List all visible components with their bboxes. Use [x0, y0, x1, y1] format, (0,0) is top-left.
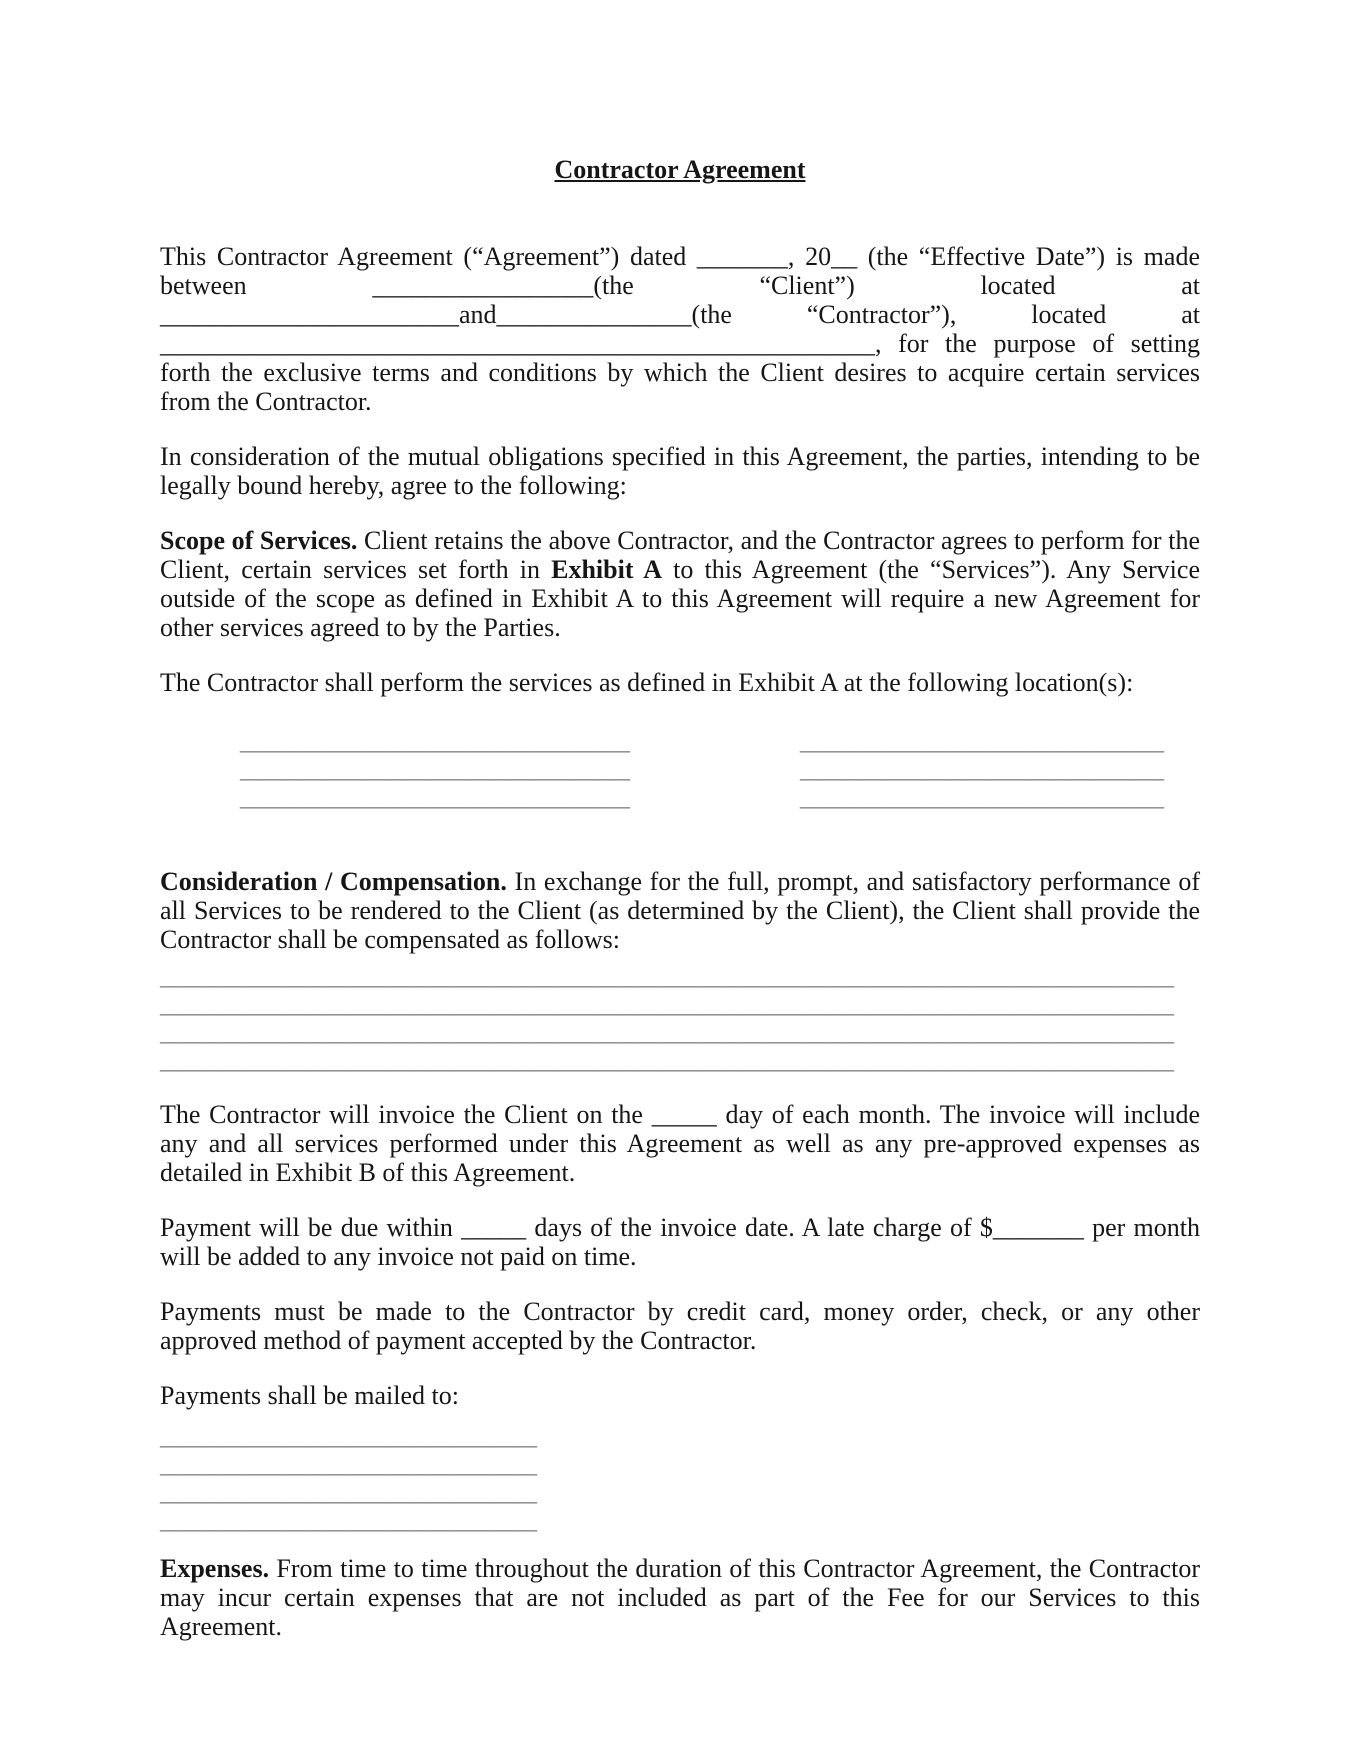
compensation-heading: Consideration / Compensation. — [160, 867, 507, 896]
mailing-blank-line-3: _____________________________ — [160, 1477, 537, 1506]
location-blank-lines — [160, 727, 1200, 811]
location-blank-right-2: ____________________________ — [800, 754, 1164, 783]
payment-method-paragraph: Payments must be made to the Contractor by credit card, money order, check, or any other approved method of payment accepted by the Contractor. — [160, 1297, 1200, 1355]
expenses-body: From time to time throughout the duration of this Contractor Agreement, the Contractor may incur certain expenses that are not included as part of the Fee for our Services to this Agreement. — [160, 1554, 1200, 1641]
payment-due-paragraph: Payment will be due within _____ days of the invoice date. A late charge of $_______ per month will be added to any invoice not paid on time. — [160, 1213, 1200, 1271]
intro-paragraph: This Contractor Agreement (“Agreement”) dated _______, 20__ (the “Effective Date”) is made between _________________(the “Client”) located at _______________________and_______________(the “Contractor”), located at _______________________________________________________, for the purpose of setting forth the exclusive terms and conditions by which the Client desires to acquire certain services from the Contractor. — [160, 242, 1200, 416]
compensation-blank-line-2: ______________________________________________________________________________ — [160, 989, 1174, 1018]
mailing-blank-line-2: _____________________________ — [160, 1449, 537, 1478]
scope-body-2: to this Agreement (the “Services”). Any Service outside of the scope as defined in Exhibit A to this Agreement will require a new Agreement for other services agreed to by the Parties. — [160, 555, 1200, 642]
compensation-blank-line-1: ______________________________________________________________________________ — [160, 961, 1174, 990]
location-blank-row — [160, 783, 1200, 811]
scope-of-services-heading: Scope of Services. — [160, 526, 358, 555]
mutual-obligations-paragraph: In consideration of the mutual obligations specified in this Agreement, the parties, intending to be legally bound hereby, agree to the following: — [160, 442, 1200, 500]
compensation-paragraph — [160, 867, 1200, 954]
location-blank-row — [160, 727, 1200, 755]
compensation-blank-line-3: ______________________________________________________________________________ — [160, 1017, 1174, 1046]
location-blank-row — [160, 755, 1200, 783]
invoice-paragraph: The Contractor will invoice the Client on the _____ day of each month. The invoice will include any and all services performed under this Agreement as well as any pre-approved expenses as detailed in Exhibit B of this Agreement. — [160, 1100, 1200, 1187]
compensation-body: In exchange for the full, prompt, and satisfactory performance of all Services to be rendered to the Client (as determined by the Client), the Client shall provide the Contractor shall be compensated as follows: — [160, 867, 1200, 954]
exhibit-a-reference: Exhibit A — [551, 555, 662, 584]
location-blank-left-1: ______________________________ — [240, 726, 630, 755]
location-blank-left-3: ______________________________ — [240, 782, 630, 811]
locations-intro-paragraph: The Contractor shall perform the services as defined in Exhibit A at the following location(s): — [160, 668, 1134, 697]
location-blank-right-3: ____________________________ — [800, 782, 1164, 811]
mailing-blank-lines — [160, 1422, 1200, 1534]
document-title: Contractor Agreement — [554, 155, 806, 184]
location-blank-right-1: ____________________________ — [800, 726, 1164, 755]
location-blank-left-2: ______________________________ — [240, 754, 630, 783]
mailing-blank-line-4: _____________________________ — [160, 1505, 537, 1534]
scope-of-services-paragraph — [160, 526, 1200, 642]
expenses-paragraph — [160, 1554, 1200, 1641]
compensation-blank-lines — [160, 962, 1200, 1074]
compensation-blank-line-4: ______________________________________________________________________________ — [160, 1045, 1174, 1074]
scope-body-1: Client retains the above Contractor, and the Contractor agrees to perform for the Client, certain services set forth in — [160, 526, 1200, 584]
expenses-heading: Expenses. — [160, 1554, 270, 1583]
mailing-blank-line-1: _____________________________ — [160, 1421, 537, 1450]
mailing-intro-paragraph: Payments shall be mailed to: — [160, 1381, 459, 1410]
